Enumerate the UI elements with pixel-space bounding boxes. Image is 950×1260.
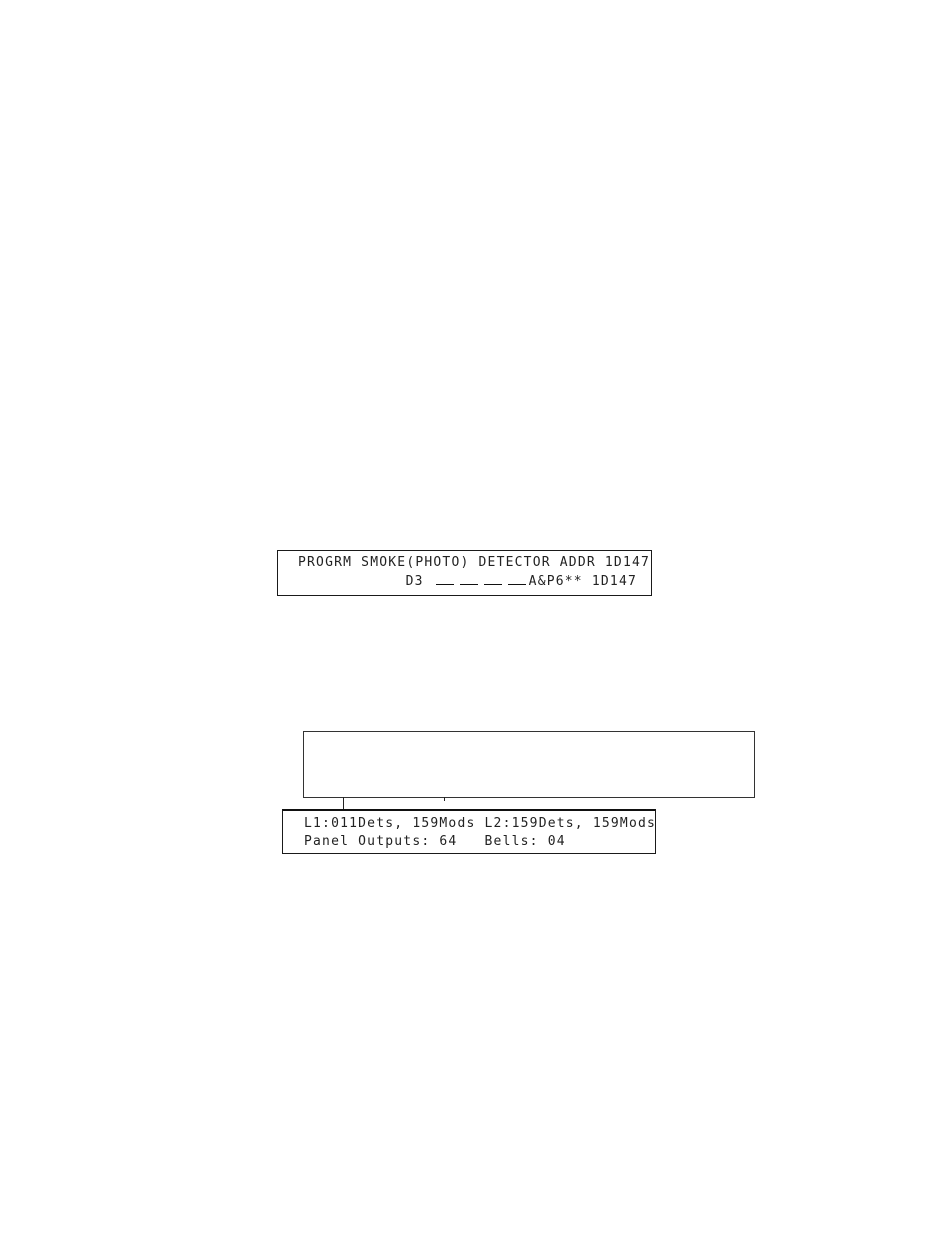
entry-blank-1 xyxy=(436,573,454,585)
display-1-line-1: PROGRM SMOKE(PHOTO) DETECTOR ADDR 1D147 xyxy=(298,555,651,570)
lcd-display-program-detector xyxy=(277,550,652,596)
display-2-line-1: L1:011Dets, 159Mods L2:159Dets, 159Mods xyxy=(304,816,657,831)
callout-tick-mark xyxy=(444,797,445,801)
lcd-display-system-status xyxy=(282,809,656,854)
display-1-line-2 xyxy=(406,573,637,590)
entry-blank-2 xyxy=(460,573,478,585)
display-2-line-2: Panel Outputs: 64 Bells: 04 xyxy=(304,834,566,849)
entry-blank-4 xyxy=(508,573,526,585)
callout-box xyxy=(303,731,755,798)
display-1-line-2-suffix: A&P6** 1D147 xyxy=(528,574,637,589)
entry-blank-3 xyxy=(484,573,502,585)
display-1-line-2-prefix: D3 xyxy=(405,574,424,589)
